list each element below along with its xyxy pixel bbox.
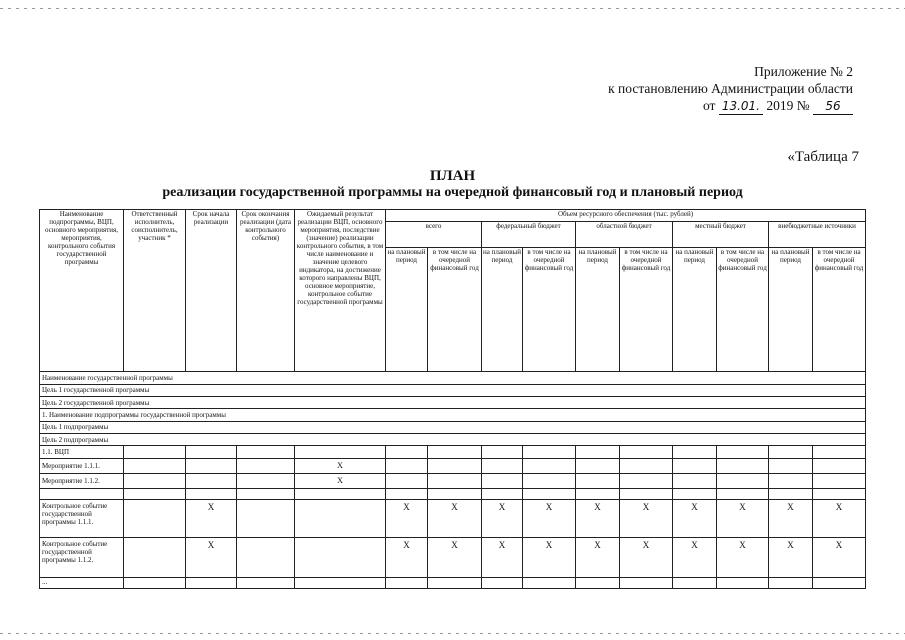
table-label: «Таблица 7 — [787, 149, 859, 165]
table-row-spacer — [40, 488, 866, 499]
subcol-next-year: в том числе на очередной финансовый год — [620, 248, 673, 372]
resource-mark: X — [620, 538, 673, 578]
resource-mark: X — [673, 538, 717, 578]
table-row — [40, 421, 866, 433]
row-label: Цель 2 подпрограммы — [40, 434, 866, 446]
resource-mark: X — [813, 499, 866, 537]
subcol-planned: на плановый период — [386, 248, 428, 372]
appendix-date-line — [703, 98, 853, 115]
table-row — [40, 384, 866, 396]
col-header-end: Срок окончания реализации (дата контрольного события) — [237, 210, 295, 372]
result-mark: X — [295, 458, 386, 473]
col-header-start: Срок начала реализации — [186, 210, 237, 372]
table-row — [40, 458, 866, 473]
subcol-planned: на плановый период — [769, 248, 813, 372]
handwritten-date: 13.01. — [719, 98, 763, 115]
table-row — [40, 473, 866, 488]
row-label: Наименование государственной программы — [40, 372, 866, 384]
col-header-result: Ожидаемый результат реализации ВЦП, основного мероприятия, последствие (значение) реализации контрольного события, в том числе наименование и значение целевого индикатора, на достижение которого направлены ВЦП, основное мероприятие, контрольное событие государственной программы — [295, 210, 386, 372]
resource-mark: X — [576, 538, 620, 578]
table-row — [40, 396, 866, 408]
resource-mark: X — [673, 499, 717, 537]
resource-mark: X — [482, 538, 523, 578]
row-label: 1.1. ВЦП — [40, 446, 124, 458]
table-row — [40, 434, 866, 446]
row-label: Цель 1 государственной программы — [40, 384, 866, 396]
group-extrabudget: внебюджетные источники — [769, 222, 866, 248]
handwritten-number: 56 — [813, 98, 853, 115]
year-number-label: 2019 № — [766, 98, 810, 113]
row-label: Контрольное событие государственной программы 1.1.1. — [40, 499, 124, 537]
plan-table — [39, 209, 866, 589]
resource-mark: X — [523, 538, 576, 578]
subcol-next-year: в том числе на очередной финансовый год — [813, 248, 866, 372]
col-header-executor: Ответственный исполнитель, соисполнитель, участник * — [124, 210, 186, 372]
resource-mark: X — [482, 499, 523, 537]
table-row — [40, 446, 866, 458]
start-mark: X — [186, 538, 237, 578]
group-regional: областной бюджет — [576, 222, 673, 248]
row-label: 1. Наименование подпрограммы государственной программы — [40, 409, 866, 421]
appendix-number: Приложение № 2 — [754, 64, 853, 79]
resource-mark: X — [576, 499, 620, 537]
table-row — [40, 499, 866, 537]
resource-mark: X — [386, 538, 428, 578]
row-label: Цель 2 государственной программы — [40, 396, 866, 408]
row-label: ... — [40, 577, 124, 588]
group-federal: федеральный бюджет — [482, 222, 576, 248]
appendix-reference: к постановлению Администрации области — [608, 81, 853, 96]
resource-mark: X — [769, 499, 813, 537]
start-mark: X — [186, 499, 237, 537]
document-title: ПЛАН — [429, 168, 476, 184]
row-label: Контрольное событие государственной программы 1.1.2. — [40, 538, 124, 578]
table-row — [40, 372, 866, 384]
subcol-next-year: в том числе на очередной финансовый год — [428, 248, 482, 372]
resource-mark: X — [813, 538, 866, 578]
scan-edge-bottom — [0, 633, 905, 634]
row-label: Цель 1 подпрограммы — [40, 421, 866, 433]
table-row — [40, 409, 866, 421]
resource-mark: X — [428, 499, 482, 537]
document-subtitle: реализации государственной программы на очередной финансовый год и плановый период — [162, 185, 743, 200]
date-prefix: от — [702, 98, 716, 113]
subcol-planned: на плановый период — [482, 248, 523, 372]
subcol-planned: на плановый период — [673, 248, 717, 372]
group-total: всего — [386, 222, 482, 248]
row-label: Мероприятие 1.1.2. — [40, 473, 124, 488]
header-row — [40, 210, 866, 222]
col-header-resources: Объем ресурсного обеспечения (тыс. рублей) — [386, 210, 866, 222]
resource-mark: X — [620, 499, 673, 537]
subcol-planned: на плановый период — [576, 248, 620, 372]
table-row — [40, 538, 866, 578]
resource-mark: X — [717, 499, 769, 537]
col-header-name: Наименование подпрограммы, ВЦП, основного мероприятия, мероприятия, контрольного события государственной программы — [40, 210, 124, 372]
scan-edge-top — [0, 8, 905, 9]
subcol-next-year: в том числе на очередной финансовый год — [717, 248, 769, 372]
table-row — [40, 577, 866, 588]
resource-mark: X — [769, 538, 813, 578]
resource-mark: X — [523, 499, 576, 537]
resource-mark: X — [428, 538, 482, 578]
resource-mark: X — [386, 499, 428, 537]
group-local: местный бюджет — [673, 222, 769, 248]
row-label: Мероприятие 1.1.1. — [40, 458, 124, 473]
resource-mark: X — [717, 538, 769, 578]
subcol-next-year: в том числе на очередной финансовый год — [523, 248, 576, 372]
result-mark: X — [295, 473, 386, 488]
